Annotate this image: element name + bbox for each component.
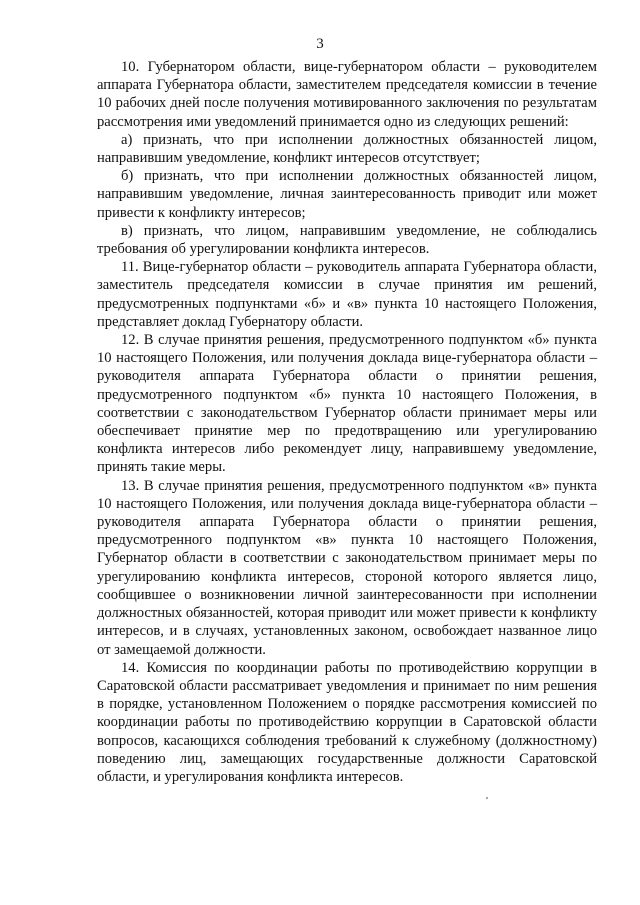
paragraph-14: 14. Комиссия по координации работы по противодействию коррупции в Саратовской области рассматривает уведомления и принимает по ним решения в порядке, установленном Положением о порядке рассмотрения комиссией по координации работы по противодействию коррупции в Саратовской области вопросов, касающихся соблюдения требований к служебному (должностному) поведению лиц, замещающих государственные должности Саратовской области, и урегулирования конфликта интересов. — [97, 659, 597, 785]
scan-speck — [486, 797, 488, 799]
document-body — [97, 58, 597, 786]
page-number: 3 — [316, 36, 324, 52]
paragraph-12: 12. В случае принятия решения, предусмотренного подпунктом «б» пункта 10 настоящего Положения, или получения доклада вице-губернатора области – руководителя аппарата Губернатора области о принятии решения, предусмотренного подпунктом «б» пункта 10 настоящего Положения, в соответствии с законодательством Губернатор области принимает меры или обеспечивает принятие мер по предотвращению или урегулированию конфликта интересов либо рекомендует лицу, направившему уведомление, принять такие меры. — [97, 332, 597, 476]
paragraph-13: 13. В случае принятия решения, предусмотренного подпунктом «в» пункта 10 настоящего Положения, или получения доклада вице-губернатора области – руководителя аппарата Губернатора области о принятии решения, предусмотренного подпунктом «в» пункта 10 настоящего Положения, Губернатор области в соответствии с законодательством принимает меры по урегулированию конфликта интересов, стороной которого является лицо, сообщившее о возникновении личной заинтересованности при исполнении должностных обязанностей, которая приводит или может привести к конфликту интересов, и в случаях, установленных законом, освобождает названное лицо от замещаемой должности. — [97, 477, 597, 658]
paragraph-11: 11. Вице-губернатор области – руководитель аппарата Губернатора области, заместитель председателя комиссии в случае принятия им решений, предусмотренных подпунктами «б» и «в» пункта 10 настоящего Положения, представляет доклад Губернатору области. — [97, 259, 597, 330]
paragraph-10: 10. Губернатором области, вице-губернатором области – руководителем аппарата Губернатора области, заместителем председателя комиссии в течение 10 рабочих дней после получения мотивированного заключения по результатам рассмотрения ими уведомлений принимается одно из следующих решений: — [97, 59, 597, 130]
paragraph-10-a: а) признать, что при исполнении должностных обязанностей лицом, направившим уведомление, конфликт интересов отсутствует; — [97, 131, 597, 167]
paragraph-10-b: б) признать, что при исполнении должностных обязанностей лицом, направившим уведомление, личная заинтересованность приводит или может привести к конфликту интересов; — [97, 168, 597, 221]
paragraph-10-c: в) признать, что лицом, направившим уведомление, не соблюдались требования об урегулировании конфликта интересов. — [97, 222, 597, 258]
